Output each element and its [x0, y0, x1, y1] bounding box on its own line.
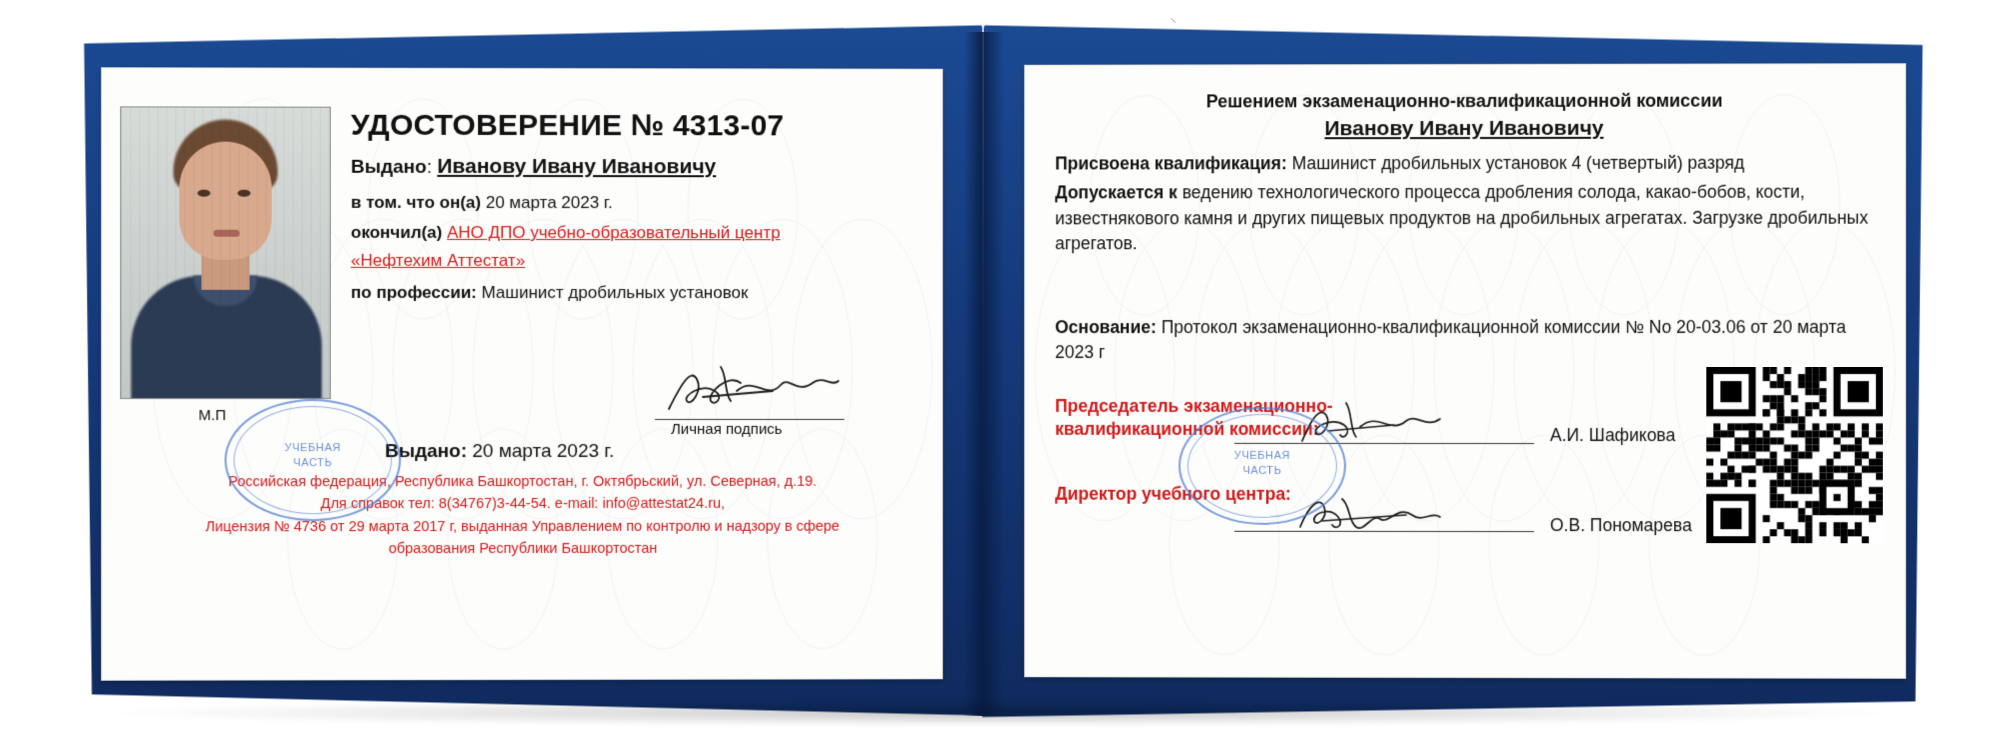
stamp-text-right: УЧЕБНАЯ ЧАСТЬ	[1234, 449, 1291, 477]
personal-signature-caption: Личная подпись	[670, 420, 783, 438]
chairman-name: А.И. Шафикова	[1550, 425, 1676, 446]
certificate-booklet	[78, 22, 1928, 722]
that-label: в том. что он(а)	[350, 192, 481, 212]
that-date: 20 марта 2023 г.	[485, 192, 613, 213]
qr-code	[1706, 367, 1883, 543]
profession-line	[351, 283, 748, 303]
finished-label: окончил(а)	[350, 222, 443, 242]
allowed-label: Допускается к	[1055, 182, 1178, 203]
director-signature-ink	[1294, 493, 1444, 542]
issued-date-label: Выдано:	[384, 441, 467, 463]
director-name: О.В. Пономарева	[1550, 515, 1692, 536]
footer-block	[102, 471, 942, 562]
footer-line-2: Для справок тел: 8(34767)3-44-54. e-mail: info@attestat24.ru,	[320, 496, 725, 513]
stray-mark-icon: ⸜	[1170, 10, 1177, 25]
footer-line-4: образования Республики Башкортостан	[388, 541, 658, 558]
issued-date-value: 20 марта 2023 г.	[472, 440, 615, 463]
qualification-label: Присвоена квалификация:	[1055, 153, 1288, 174]
issued-to-label: Выдано	[350, 156, 427, 178]
finished-line	[351, 223, 780, 243]
signature-row-director	[1055, 483, 1694, 554]
qualification-value: Машинист дробильных установок 4 (четвертый) разряд	[1291, 152, 1745, 174]
profession-label: по профессии:	[350, 282, 477, 302]
signatures-block	[1055, 395, 1694, 553]
drop-shadow	[120, 700, 1880, 726]
qualification-line	[1055, 150, 1881, 176]
chairman-signature-ink	[1294, 401, 1444, 454]
organization-line-2: «Нефтехим Аттестат»	[350, 250, 526, 271]
issued-to-line: Выдано: Иванову Ивану Ивановичу	[350, 154, 717, 179]
chairman-role: Председатель экзаменационно-квалификационной комиссии:	[1055, 395, 1333, 439]
that-line	[351, 193, 613, 213]
right-page	[1024, 63, 1906, 679]
director-role: Директор учебного центра:	[1055, 483, 1292, 504]
footer-line-3: Лицензия № 4736 от 29 марта 2017 г, выданная Управлением по контролю и надзору в сфере	[205, 518, 840, 536]
qualification-block	[1055, 150, 1881, 256]
signature-row-chairman	[1055, 395, 1694, 465]
page-title: УДОСТОВЕРЕНИЕ № 4313-07	[350, 108, 784, 143]
organization-line-1: АНО ДПО учебно-образовательный центр	[446, 222, 781, 243]
holder-name: Иванову Ивану Ивановичу	[1324, 116, 1604, 141]
footer-line-1: Российская федерация, Республика Башкортостан, г. Октябрьский, ул. Северная, д.19.	[228, 473, 817, 491]
allowed-value: ведению технологического процесса дробления солода, какао-бобов, кости, известнякового камня и других пищевых продуктов на дробильных агрегатах. Загрузке дробильных агрегатов.	[1055, 182, 1869, 254]
stamp-text-left: УЧЕБНАЯ ЧАСТЬ	[284, 442, 341, 469]
issued-date-line	[385, 441, 614, 463]
basis-label: Основание:	[1055, 317, 1157, 338]
left-page	[101, 67, 943, 681]
allowed-line	[1055, 180, 1881, 257]
mp-label: М.П	[198, 407, 226, 425]
basis-block	[1055, 315, 1881, 366]
commission-heading: Решением экзаменационно-квалификационной комиссии	[1206, 90, 1723, 112]
holder-photo	[120, 106, 331, 399]
organization-line-2-wrap	[351, 251, 525, 271]
basis-value: Протокол экзаменационно-квалификационной комиссии № No 20-03.06 от 20 марта 2023 г	[1055, 316, 1847, 363]
profession-value: Машинист дробильных установок	[481, 282, 749, 303]
personal-signature-rule	[655, 419, 844, 420]
personal-signature-ink	[663, 361, 843, 421]
issued-to-name: Иванову Ивану Ивановичу	[437, 154, 717, 179]
